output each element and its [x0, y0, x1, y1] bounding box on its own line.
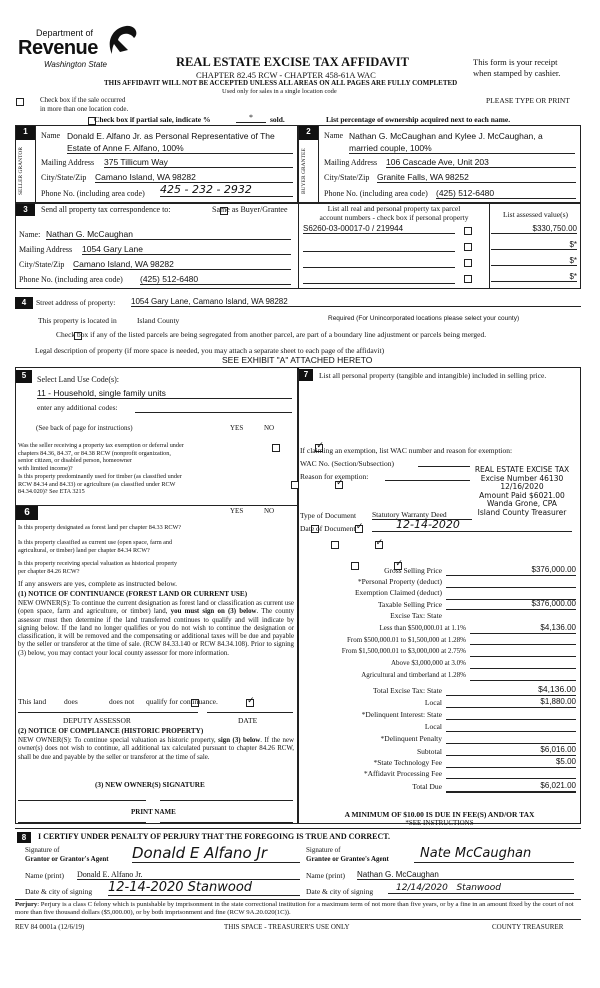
- notice-continuance-bold: you must sign on (3) below: [170, 608, 257, 616]
- tax-row-label: Above $3,000,000 at 3.0%: [390, 659, 466, 667]
- assessed-value-header: List assessed value(s): [503, 210, 568, 219]
- buyer-phone-field[interactable]: (425) 512-6480: [436, 188, 576, 199]
- assessor-date-label: DATE: [238, 716, 258, 725]
- logo-line1: Department of: [36, 28, 94, 38]
- qualify-continuance-label: qualify for continuance.: [146, 697, 218, 706]
- personal-property-checkbox[interactable]: [464, 243, 472, 251]
- seller-grantor-label: SELLER GRANTOR: [18, 146, 24, 196]
- seller-city-label: City/State/Zip: [41, 173, 87, 182]
- parcel-header-1: List all real and personal property tax parcel: [327, 204, 461, 213]
- perjury-notice: [15, 901, 581, 918]
- grantee-date-field[interactable]: 12/14/2020 Stanwood: [388, 883, 574, 894]
- q-exemption-line: chapters 84.36, 84.37, or 84.38 RCW (nonprofit organization,: [18, 449, 171, 457]
- buyer-phone-label: Phone No. (including area code): [324, 189, 428, 198]
- q-historic-line: per chapter 84.26 RCW?: [18, 567, 80, 575]
- assessed-value-field[interactable]: $*: [491, 256, 577, 266]
- qualifies-does-label: does: [64, 697, 78, 706]
- buyer-name-line2[interactable]: married couple, 100%: [349, 143, 575, 154]
- grantor-date-label: Date & city of signing: [25, 887, 93, 896]
- tax-row-value[interactable]: $6,016.00: [446, 745, 576, 756]
- print-name-line-1[interactable]: [18, 822, 146, 823]
- section-8-top-rule: [15, 828, 581, 829]
- tax-row-label: Total Due: [412, 782, 442, 791]
- partial-sale-label: Check box if partial sale, indicate %: [94, 115, 211, 124]
- document-date-label: Date of Document: [300, 524, 356, 533]
- section-3-divider: [298, 203, 299, 289]
- legal-description-field[interactable]: SEE EXHIBIT "A" ATTACHED HERETO: [222, 355, 373, 365]
- tax-row-value[interactable]: $376,000.00: [446, 599, 576, 610]
- buyer-mailing-label: Mailing Address: [324, 158, 378, 167]
- personal-property-checkbox[interactable]: [464, 227, 472, 235]
- deputy-assessor-label: DEPUTY ASSESSOR: [63, 716, 131, 725]
- additional-codes-label: enter any additional codes:: [37, 403, 118, 412]
- grantee-date-label: Date & city of signing: [306, 887, 374, 896]
- document-type-label: Type of Document: [300, 511, 357, 520]
- assessed-value-field[interactable]: $330,750.00: [491, 224, 577, 234]
- segregated-parcel-label: Check box if any of the listed parcels are being segregated from another parcel, are part of a boundary line adjustment or parcels being merged.: [56, 330, 487, 339]
- stamp-line: Excise Number 46130: [480, 473, 564, 483]
- seller-name-line2[interactable]: Estate of Anne F. Alfano, 100%: [67, 143, 293, 154]
- multi-location-checkbox[interactable]: [16, 98, 24, 106]
- notice-compliance-text: [18, 737, 294, 762]
- parcel-account-field[interactable]: [303, 272, 455, 284]
- treasurer-stamp: [460, 466, 584, 517]
- tax-row-label: *Delinquent Penalty: [380, 734, 442, 743]
- tax-row-value[interactable]: $1,880.00: [446, 697, 576, 708]
- tax-row-value[interactable]: [446, 577, 576, 588]
- tax-row-label: Local: [424, 698, 442, 707]
- section-6-badge: 6: [16, 506, 38, 520]
- notice-continuance-text: [18, 600, 294, 658]
- certify-statement: I CERTIFY UNDER PENALTY OF PERJURY THAT THE FOREGOING IS TRUE AND CORRECT.: [38, 832, 391, 841]
- stamp-line: Island County Treasurer: [477, 507, 567, 517]
- correspondence-city-label: City/State/Zip: [19, 260, 65, 269]
- q-exemption-line: with limited income)?: [18, 464, 73, 472]
- personal-property-checkbox[interactable]: [464, 275, 472, 283]
- q-forest-text: Is this property designated as forest land per chapter 84.33 RCW?: [18, 524, 182, 531]
- q-exemption-line: senior citizen, or disabled person, homeowner: [18, 457, 132, 464]
- stamp-line: REAL ESTATE EXCISE TAX: [474, 465, 570, 474]
- correspondence-phone-label: Phone No. (including area code): [19, 275, 123, 284]
- tax-row-value[interactable]: [446, 721, 576, 732]
- additional-codes-field[interactable]: [135, 403, 292, 413]
- county-treasurer-label: COUNTY TREASURER: [492, 923, 564, 931]
- q-historic-line: Is this property receiving special valuation as historical property: [18, 560, 178, 567]
- q-timber-line: 84.34.020)? See ETA 3215: [18, 488, 85, 495]
- tax-row-label: Subtotal: [416, 747, 442, 756]
- q-exemption-text: [18, 442, 228, 472]
- deputy-assessor-signature-line[interactable]: [18, 712, 198, 713]
- form-title: REAL ESTATE EXCISE TAX AFFIDAVIT: [176, 55, 409, 69]
- buyer-name-line1[interactable]: Nathan G. McCaughan and Kylee J. McCaughan, a: [349, 131, 543, 141]
- tax-row-label: From $1,500,000.01 to $3,000,000 at 2.75%: [341, 647, 466, 655]
- notice-continuance-p1: NEW OWNER(S): To continue the current designation as forest land or classification as current use (open space, farm and agriculture, or timber) land,: [18, 600, 294, 616]
- section-2-divider: [318, 126, 319, 202]
- perjury-text: : Perjury is a class C felony which is punishable by imprisonment in the state correctional institution for a maximum term of not more than five years, or by a fine in an amount fixed by the court of not more than five thousand dollars ($5,000.00), or by both imprisonment and fine (RCW 9A.20.020(1C)).: [15, 901, 574, 917]
- footer-top-rule: [15, 899, 581, 900]
- qualifies-does-not-checkbox[interactable]: [246, 699, 254, 707]
- q-exemption-line: Was the seller receiving a property tax exemption or deferral under: [18, 442, 184, 449]
- grantor-name-field[interactable]: Donald E. Alfano Jr.: [77, 870, 300, 880]
- personal-property-field[interactable]: [304, 384, 576, 442]
- ownership-note: List percentage of ownership acquired next to each name.: [326, 115, 511, 124]
- parcel-header-2: account numbers - check box if personal property: [319, 213, 469, 222]
- grantee-name-field[interactable]: Nathan G. McCaughan: [357, 870, 574, 880]
- seller-name-line1[interactable]: Donald E. Alfano Jr. as Personal Representative of The: [67, 131, 275, 141]
- form-id: REV 84 0001a (12/6/19): [15, 923, 85, 931]
- q-timber-text: [18, 473, 228, 496]
- if-yes-note: If any answers are yes, complete as instructed below.: [18, 579, 178, 588]
- stamp-line: 12/16/2020: [500, 482, 544, 491]
- section-1-divider: [35, 126, 36, 202]
- tax-row-value[interactable]: [470, 658, 576, 669]
- parcel-row: [303, 272, 577, 286]
- tax-row-label: Exemption Claimed (deduct): [354, 588, 442, 597]
- section-7-badge: 7: [299, 369, 313, 381]
- land-use-heading: Select Land Use Code(s):: [37, 375, 119, 384]
- instructions-note: (See back of page for instructions): [36, 424, 133, 432]
- logo-line2: Revenue: [18, 37, 98, 59]
- parcel-row: [303, 224, 577, 238]
- no-header-6: NO: [264, 507, 275, 515]
- this-land-label: This land: [18, 697, 47, 706]
- section-4-badge: 4: [15, 297, 33, 309]
- land-use-code-field[interactable]: 11 - Household, single family units: [37, 388, 292, 399]
- document-type-field[interactable]: Statutory Warranty Deed: [372, 510, 472, 520]
- correspondence-mailing-label: Mailing Address: [19, 245, 73, 254]
- yes-header-6: YES: [230, 507, 244, 515]
- notice-compliance-title: (2) NOTICE OF COMPLIANCE (HISTORIC PROPERTY): [18, 727, 204, 735]
- q-current-use-text: [18, 539, 228, 554]
- correspondence-name-field[interactable]: Nathan G. McCaughan: [46, 229, 291, 240]
- seller-name-label: Name: [41, 131, 61, 140]
- assessed-value-field[interactable]: $*: [491, 272, 577, 282]
- correspondence-phone-field[interactable]: (425) 512-6480: [140, 274, 291, 285]
- correspondence-city-field[interactable]: Camano Island, WA 98282: [73, 259, 291, 270]
- tax-row-value[interactable]: [470, 634, 576, 645]
- parcel-row: [303, 256, 577, 270]
- please-type-note: PLEASE TYPE OR PRINT: [486, 96, 570, 105]
- assessed-value-field[interactable]: $*: [491, 240, 577, 250]
- tax-row-value[interactable]: $5.00: [446, 757, 576, 768]
- receipt-note-1: This form is your receipt: [473, 57, 558, 67]
- buyer-grantee-label: BUYER GRANTEE: [301, 148, 307, 194]
- q-current-use-line: Is this property classified as current use (open space, farm and: [18, 539, 173, 546]
- section-6-divider: [16, 505, 298, 506]
- tax-row-label: Taxable Selling Price: [377, 600, 442, 609]
- street-address-field[interactable]: 1054 Gary Lane, Camano Island, WA 98282: [131, 297, 581, 307]
- same-as-buyer-label: Same as Buyer/Grantee: [212, 205, 288, 214]
- wac-label: WAC No. (Section/Subsection): [300, 459, 394, 468]
- exemption-reason-field[interactable]: [385, 480, 470, 481]
- county-required-note: Required (For Unincorporated locations please select your county): [328, 315, 520, 322]
- stamp-line: Amount Paid $6021.00: [479, 490, 565, 500]
- new-owner-signature-line-1[interactable]: [18, 800, 146, 801]
- tax-row-value[interactable]: [446, 733, 576, 744]
- logo-line3: Washington State: [44, 60, 108, 69]
- tax-row-label: *Delinquent Interest: State: [361, 710, 442, 719]
- grantee-signature-field[interactable]: Nate McCaughan: [414, 846, 574, 863]
- grantee-name-label: Name (print): [306, 871, 345, 880]
- correspondence-name-label: Name:: [19, 230, 41, 239]
- print-name-label: PRINT NAME: [131, 808, 176, 816]
- seller-city-field[interactable]: Camano Island, WA 98282: [95, 172, 293, 183]
- document-date-field[interactable]: 12-14-2020: [372, 518, 572, 532]
- personal-property-checkbox[interactable]: [464, 259, 472, 267]
- assessor-date-line[interactable]: [207, 712, 293, 713]
- grantor-sig-label-2: Grantor or Grantor's Agent: [25, 855, 109, 863]
- seller-phone-label: Phone No. (including area code): [41, 189, 145, 198]
- see-instructions-note: *SEE INSTRUCTIONS: [405, 819, 474, 827]
- q-current-use-line: agricultural, or timber) land per chapter 84.34 RCW?: [18, 546, 150, 554]
- exemption-reason-label: Reason for exemption:: [300, 472, 369, 481]
- correspondence-heading: Send all property tax correspondence to:: [41, 205, 171, 214]
- q-historic-text: [18, 560, 228, 575]
- qualifies-does-not-label: does not: [109, 697, 135, 706]
- acceptance-warning: THIS AFFIDAVIT WILL NOT BE ACCEPTED UNLESS ALL AREAS ON ALL PAGES ARE FULLY COMPLETED: [104, 79, 458, 87]
- section-5-badge: 5: [16, 370, 32, 383]
- tax-row-label: From $500,000.01 to $1,500,000 at 1.28%: [347, 636, 466, 644]
- correspondence-mailing-field[interactable]: 1054 Gary Lane: [82, 244, 291, 255]
- exemption-claim-label: If claiming an exemption, list WAC number and reason for exemption:: [300, 446, 513, 455]
- section-2-badge: 2: [299, 126, 318, 140]
- parcel-account-field[interactable]: [303, 240, 455, 252]
- treasurer-use-only: THIS SPACE - TREASURER'S USE ONLY: [224, 923, 350, 931]
- street-address-label: Street address of property:: [36, 298, 116, 307]
- tax-row-label: *State Technology Fee: [373, 758, 442, 767]
- yes-header: YES: [230, 424, 244, 432]
- parcel-account-field[interactable]: S6260-03-00017-0 / 219944: [303, 224, 455, 234]
- buyer-mailing-field[interactable]: 106 Cascade Ave, Unit 203: [386, 157, 576, 168]
- seller-phone-field[interactable]: 425 - 232 - 2932: [160, 183, 293, 197]
- tax-row-label: Less than $500,000.01 at 1.1%: [379, 624, 466, 632]
- tax-row-label: Gross Selling Price: [384, 566, 442, 575]
- parcel-account-field[interactable]: [303, 256, 455, 268]
- new-owner-signature-title: (3) NEW OWNER(S) SIGNATURE: [95, 781, 205, 789]
- q-timber-line: Is this property predominantly used for timber (as classified under: [18, 473, 182, 480]
- grantor-sig-label-1: Signature of: [25, 846, 60, 854]
- print-name-line-2[interactable]: [160, 822, 293, 823]
- tax-row-value[interactable]: [470, 646, 576, 657]
- notice-continuance-title: (1) NOTICE OF CONTINUANCE (FOREST LAND OR CURRENT USE): [18, 590, 248, 598]
- tax-row-label: Total Excise Tax: State: [372, 686, 442, 695]
- personal-property-heading: List all personal property (tangible and intangible) included in selling price.: [319, 371, 547, 380]
- multi-location-label-1: Check box if the sale occurred: [40, 96, 126, 104]
- perjury-label: Perjury: [15, 901, 38, 908]
- tax-row-value[interactable]: $4,136.00: [446, 684, 576, 696]
- seller-mailing-field[interactable]: 375 Tillicum Way: [104, 157, 293, 168]
- notice-compliance-p1: NEW OWNER(S): To continue special valuation as historic property,: [18, 737, 216, 744]
- notice-compliance-p2: . If the new owner(s) does not wish to continue, all additional tax calculated pursuant to chapter 84.26 RCW, shall be due and payable by the seller or transferor at the time of sale.: [18, 737, 294, 761]
- notice-compliance-bold: sign (3) below: [218, 737, 261, 744]
- grantee-sig-label-2: Grantee or Grantee's Agent: [306, 855, 389, 863]
- buyer-name-label: Name: [324, 131, 344, 140]
- dor-logo: [18, 24, 138, 76]
- grantor-signature-field[interactable]: Donald E Alfano Jr: [132, 844, 300, 863]
- minimum-due-note: A MINIMUM OF $10.00 IS DUE IN FEE(S) AND/OR TAX: [344, 810, 535, 819]
- q-timber-line: RCW 84.34 and 84.33) or agriculture (as classified under RCW: [18, 480, 176, 488]
- tax-row-label: *Affidavit Processing Fee: [363, 769, 442, 778]
- parcel-row: [303, 240, 577, 254]
- exemption-yes-checkbox[interactable]: [272, 444, 280, 452]
- tax-row-value[interactable]: [470, 670, 576, 681]
- dor-swirl-icon: [106, 24, 138, 58]
- grantee-sig-label-1: Signature of: [306, 846, 341, 854]
- grantor-date-field[interactable]: 12-14-2020 Stanwood: [108, 880, 300, 896]
- county-select[interactable]: Island County: [137, 316, 180, 325]
- tax-row-label: Excise Tax: State: [390, 611, 442, 620]
- grantor-name-label: Name (print): [25, 871, 64, 880]
- section-3-badge: 3: [16, 204, 35, 216]
- tax-row-value[interactable]: $6,021.00: [446, 781, 576, 793]
- seller-mailing-label: Mailing Address: [41, 158, 95, 167]
- notice-continuance-p2: . The county assessor must then determine if the land transferred continues to qualify and will indicate by signing below. If the land no longer qualifies or you do not wish to continue the designation or classification, it will be removed and the compensating or additional taxes will be due and payable by the seller or transferor at the time of sale. (RCW 84.33.140 or RCW 84.34.108). Prior to signing (3) below, you may contact your local county assessor for more information.: [18, 608, 295, 657]
- no-header: NO: [264, 424, 275, 432]
- section-8-badge: 8: [17, 832, 31, 843]
- tax-row-value[interactable]: [446, 768, 576, 779]
- partial-sale-suffix: sold.: [270, 115, 285, 124]
- located-in-label: This property is located in: [38, 316, 117, 325]
- single-location-note: Used only for sales in a single location code: [222, 88, 337, 95]
- receipt-note-2: when stamped by cashier.: [473, 68, 561, 78]
- buyer-city-field[interactable]: Granite Falls, WA 98252: [377, 172, 576, 183]
- section-1-badge: 1: [16, 126, 35, 140]
- tax-row-label: *Personal Property (deduct): [357, 577, 442, 586]
- stamp-line: Wanda Grone, CPA: [487, 499, 557, 508]
- tax-row-label: Local: [424, 722, 442, 731]
- buyer-city-label: City/State/Zip: [324, 173, 370, 182]
- tax-row-label: Agricultural and timberland at 1.28%: [361, 671, 466, 679]
- form-subtitle: CHAPTER 82.45 RCW - CHAPTER 458-61A WAC: [196, 70, 376, 80]
- tax-row-value[interactable]: [446, 709, 576, 720]
- new-owner-signature-line-2[interactable]: [160, 800, 293, 801]
- partial-sale-percent[interactable]: *: [236, 113, 266, 123]
- footer-bottom-rule: [15, 919, 581, 920]
- tax-row-value[interactable]: $376,000.00: [446, 565, 576, 576]
- multi-location-label-2: in more than one location code.: [40, 105, 129, 113]
- tax-row-value[interactable]: $4,136.00: [470, 623, 576, 634]
- legal-description-label: Legal description of property (if more space is needed, you may attach a separate sheet to each page of the affidavit): [35, 346, 385, 355]
